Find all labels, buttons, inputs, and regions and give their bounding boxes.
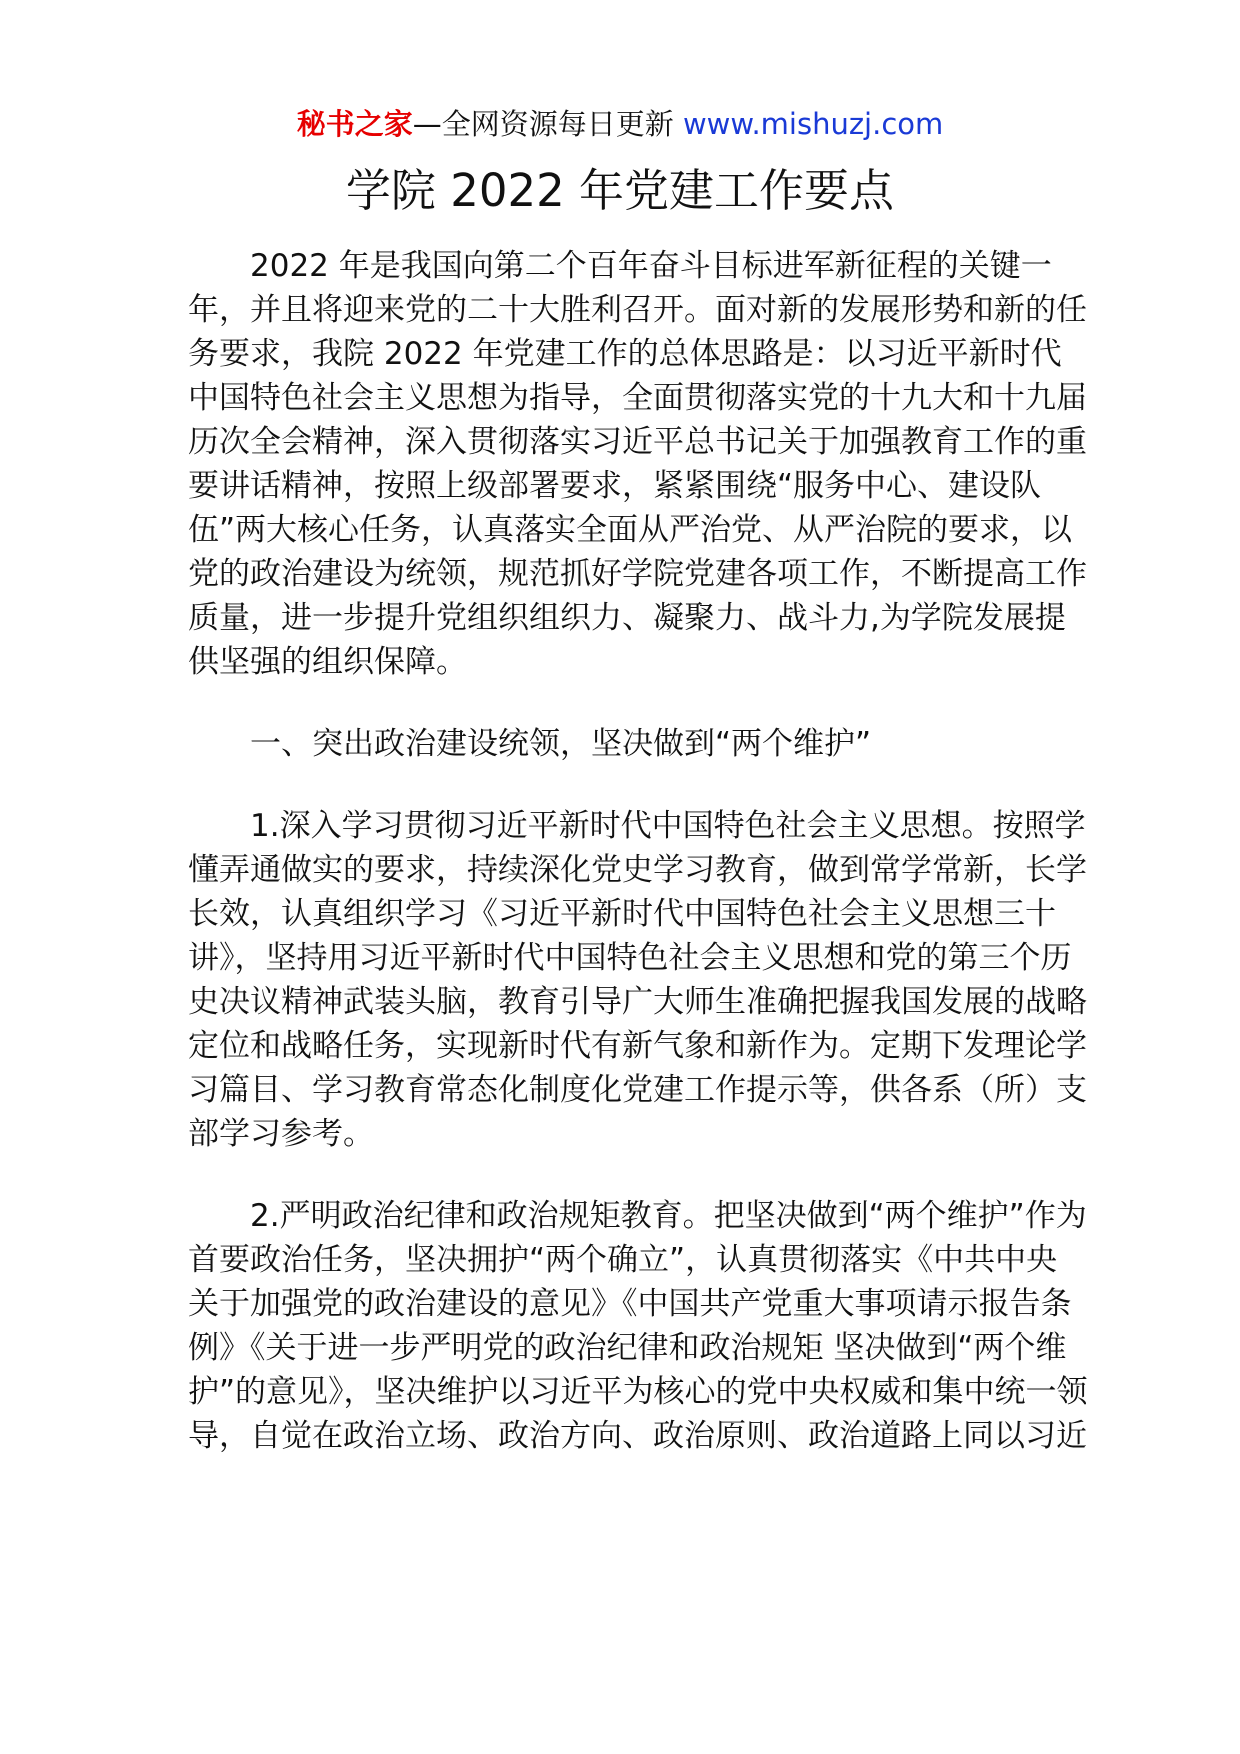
header-tagline: —全网资源每日更新 bbox=[412, 107, 674, 141]
item-1-paragraph: 1.深入学习贯彻习近平新时代中国特色社会主义思想。按照学懂弄通做实的要求，持续深化党史学习教育，做到常学常新，长学长效，认真组织学习《习近平新时代中国特色社会主义思想三十讲》，坚持用习近平新时代中国特色社会主义思想和党的第三个历史决议精神武装头脑，教育引导广大师生准确把握我国发展的战略定位和战略任务，实现新时代有新气象和新作为。定期下发理论学习篇目、学习教育常态化制度化党建工作提示等，供各系（所）支部学习参考。 bbox=[188, 808, 1087, 1152]
site-header bbox=[0, 104, 1240, 144]
item-2-paragraph: 2.严明政治纪律和政治规矩教育。把坚决做到“两个维护”作为首要政治任务，坚决拥护“两个确立”，认真贯彻落实《中共中央关于加强党的政治建设的意见》《中国共产党重大事项请示报告条例》《关于进一步严明党的政治纪律和政治规矩 坚决做到“两个维护”的意见》，坚决维护以习近平为核心的党中央权威和集中统一领导，自觉在政治立场、政治方向、政治原则、政治道路上同以习近 bbox=[188, 1198, 1088, 1454]
brand-name: 秘书之家 bbox=[296, 107, 413, 141]
document-title: 学院 2022 年党建工作要点 bbox=[345, 164, 895, 217]
site-url-link[interactable]: www.mishuzj.com bbox=[682, 107, 944, 141]
section-heading: 一、突出政治建设统领，坚决做到“两个维护” bbox=[250, 726, 872, 762]
document-body bbox=[188, 244, 1088, 1496]
intro-paragraph: 2022 年是我国向第二个百年奋斗目标进军新征程的关键一年，并且将迎来党的二十大胜利召开。面对新的发展形势和新的任务要求，我院 2022 年党建工作的总体思路是：以习近平新时代中国特色社会主义思想为指导，全面贯彻落实党的十九大和十九届历次全会精神，深入贯彻落实习近平总书记关于加强教育工作的重要讲话精神，按照上级部署要求，紧紧围绕“服务中心、建设队伍”两大核心任务，认真落实全面从严治党、从严治院的要求，以党的政治建设为统领，规范抓好学院党建各项工作，不断提高工作质量，进一步提升党组织组织力、凝聚力、战斗力,为学院发展提供坚强的组织保障。 bbox=[188, 248, 1087, 680]
